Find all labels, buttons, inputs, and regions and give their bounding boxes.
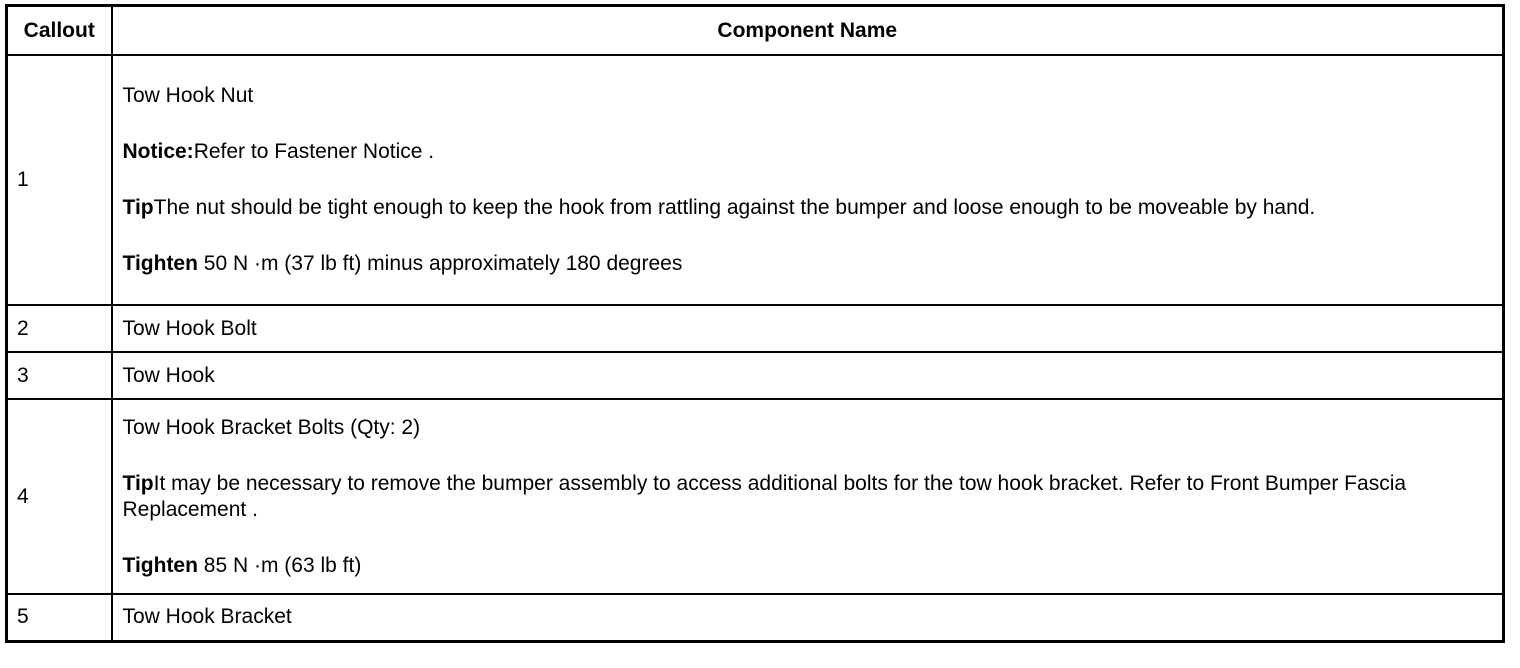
tighten-line bbox=[123, 553, 1493, 579]
tighten-text: 50 N ·m (37 lb ft) minus approximately 180 degrees bbox=[197, 252, 683, 275]
table-row bbox=[7, 55, 1504, 305]
callout-number: 2 bbox=[7, 305, 112, 352]
table-row bbox=[7, 399, 1504, 594]
component-name: Tow Hook Bracket Bolts (Qty: 2) bbox=[122, 415, 421, 439]
notice-label: Notice: bbox=[122, 140, 194, 163]
component-name: Tow Hook Bracket bbox=[112, 594, 1504, 641]
component-cell bbox=[112, 55, 1504, 305]
callout-number: 4 bbox=[7, 399, 112, 594]
component-name: Tow Hook Bolt bbox=[112, 305, 1504, 352]
table-row bbox=[7, 352, 1504, 399]
callout-number: 1 bbox=[7, 55, 112, 305]
header-callout: Callout bbox=[7, 6, 112, 56]
notice-text: Refer to Fastener Notice . bbox=[193, 140, 435, 163]
tighten-line bbox=[123, 251, 1493, 277]
callout-table bbox=[5, 4, 1505, 643]
notice-line bbox=[123, 139, 1493, 165]
tip-text: The nut should be tight enough to keep the hook from rattling against the bumper and loose enough to be moveable by hand. bbox=[153, 196, 1316, 219]
tip-line bbox=[123, 195, 1493, 221]
tip-line bbox=[123, 471, 1493, 523]
callout-number: 5 bbox=[7, 594, 112, 641]
component-cell bbox=[112, 399, 1504, 594]
tighten-label: Tighten bbox=[122, 252, 198, 275]
tighten-text: 85 N ·m (63 lb ft) bbox=[197, 553, 362, 577]
component-name: Tow Hook Nut bbox=[122, 84, 254, 107]
component-name: Tow Hook bbox=[112, 352, 1504, 399]
header-row bbox=[7, 6, 1504, 56]
table-row bbox=[7, 594, 1504, 641]
tip-text: It may be necessary to remove the bumper assembly to access additional bolts for the tow hook bracket. Refer to Front Bumper Fascia Replacement . bbox=[122, 471, 1407, 521]
header-component-name: Component Name bbox=[112, 6, 1504, 56]
table-row bbox=[7, 305, 1504, 352]
tip-label: Tip bbox=[122, 196, 154, 219]
tighten-label: Tighten bbox=[122, 553, 198, 577]
tip-label: Tip bbox=[122, 471, 154, 495]
callout-number: 3 bbox=[7, 352, 112, 399]
